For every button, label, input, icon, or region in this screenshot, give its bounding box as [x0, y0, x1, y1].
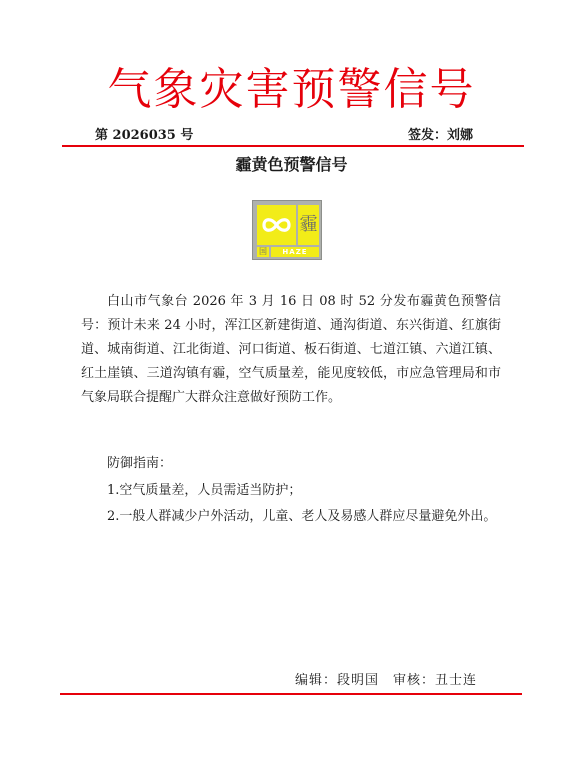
- document-title: 气象灾害预警信号: [107, 64, 476, 115]
- issue-number: 第 2026035 号: [95, 128, 194, 143]
- signer: 签发：刘娜: [408, 128, 474, 143]
- footer-divider: [60, 693, 522, 695]
- national-mark: 国: [259, 247, 267, 256]
- guide-item: 1.空气质量差，人员需适当防护；: [107, 483, 302, 498]
- header-divider: [62, 145, 524, 147]
- signal-title: 霾黄色预警信号: [235, 155, 348, 174]
- guide-item: 2.一般人群减少户外活动，儿童、老人及易感人群应尽量避免外出。: [107, 509, 497, 524]
- haze-symbol-icon: [257, 205, 296, 245]
- infinity-icon: [257, 205, 296, 245]
- warning-paragraph: 白山市气象台 2026 年 3 月 16 日 08 时 52 分发布霾黄色预警信号：预计未来 24 小时，浑江区新建街道、通沟街道、东兴街道、红旗街道、城南街道、江北街道、河口街道、板石街道、七道江镇、六道江镇、红土崖镇、三道沟镇有霾，空气质量差，能见度较低，市应急管理局和市气象局联合提醒广大群众注意做好预防工作。: [81, 294, 501, 405]
- haze-yellow-warning-icon: [252, 200, 322, 260]
- haze-character: 霾: [298, 205, 319, 245]
- guide-list: [81, 479, 501, 531]
- warning-body: [81, 290, 501, 410]
- guide-heading: 防御指南：: [107, 456, 173, 471]
- editor-reviewer: 编辑：段明国 审核：丑士连: [295, 673, 478, 688]
- haze-label: HAZE: [271, 247, 319, 257]
